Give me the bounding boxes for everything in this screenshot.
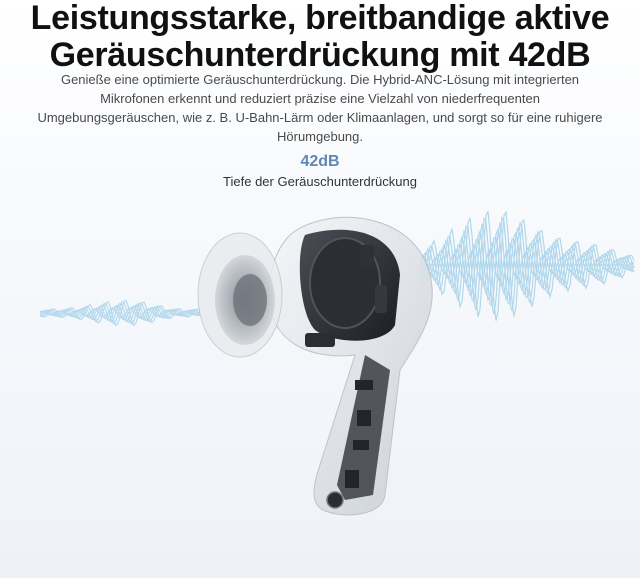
description [20, 70, 620, 146]
description-line-3: Umgebungsgeräuschen, wie z. B. U-Bahn-Lärm oder Klimaanlagen, und sorgt so für eine ruhigere [37, 110, 603, 125]
stat-label: Tiefe der Geräuschunterdrückung [223, 174, 417, 189]
title-line-1: Leistungsstarke, breitbandige aktive [30, 0, 610, 37]
description-line-4: Hörumgebung. [277, 129, 363, 144]
sound-wave-right-icon [420, 205, 635, 325]
stat-value: 42dB [300, 153, 340, 170]
page-title [0, 0, 640, 74]
description-line-1: Genieße eine optimierte Geräuschunterdrückung. Die Hybrid-ANC-Lösung mit integrierten [60, 72, 580, 87]
description-line-2: Mikrofonen erkennt und reduziert präzise eine Vielzahl von niederfrequenten [100, 91, 540, 106]
title-line-2: Geräuschunterdrückung mit 42dB [49, 36, 591, 74]
earbud-transparent-icon [195, 195, 445, 535]
sound-wave-left-icon [40, 278, 200, 348]
